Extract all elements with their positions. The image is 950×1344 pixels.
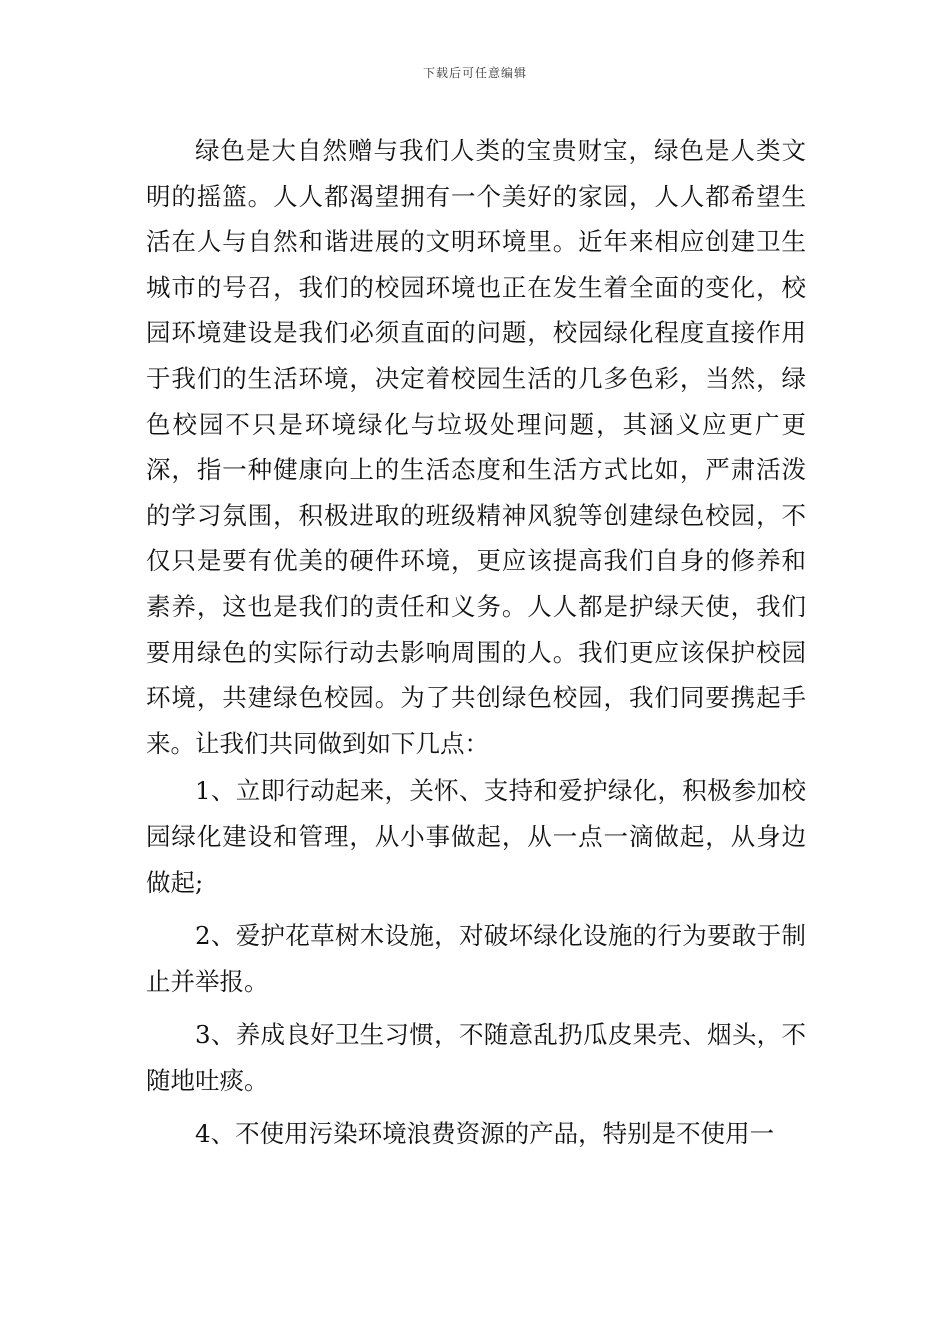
- list-item-2: 2、爱护花草树木设施，对破坏绿化设施的行为要敢于制止并举报。: [146, 921, 806, 996]
- document-body: [146, 128, 806, 1157]
- list-item-1: 1、立即行动起来，关怀、支持和爱护绿化，积极参加校园绿化建设和管理，从小事做起，从一点一滴做起，从身边做起;: [146, 776, 806, 897]
- list-item-4: 4、不使用污染环境浪费资源的产品，特别是不使用一: [195, 1119, 775, 1149]
- header-note: 下载后可任意编辑: [422, 66, 527, 80]
- intro-paragraph: 绿色是大自然赠与我们人类的宝贵财宝，绿色是人类文明的摇篮。人人都渴望拥有一个美好的家园，人人都希望生活在人与自然和谐进展的文明环境里。近年来相应创建卫生城市的号召，我们的校园环境也正在发生着全面的变化，校园环境建设是我们必须直面的问题，校园绿化程度直接作用于我们的生活环境，决定着校园生活的几多色彩，当然，绿色校园不只是环境绿化与垃圾处理问题，其涵义应更广更深，指一种健康向上的生活态度和生活方式比如，严肃活泼的学习氛围，积极进取的班级精神风貌等创建绿色校园，不仅只是要有优美的硬件环境，更应该提高我们自身的修养和素养，这也是我们的责任和义务。人人都是护绿天使，我们要用绿色的实际行动去影响周围的人。我们更应该保护校园环境，共建绿色校园。为了共创绿色校园，我们同要携起手来。让我们共同做到如下几点：: [146, 136, 806, 758]
- list-item-3: 3、养成良好卫生习惯，不随意乱扔瓜皮果壳、烟头，不随地吐痰。: [146, 1020, 806, 1095]
